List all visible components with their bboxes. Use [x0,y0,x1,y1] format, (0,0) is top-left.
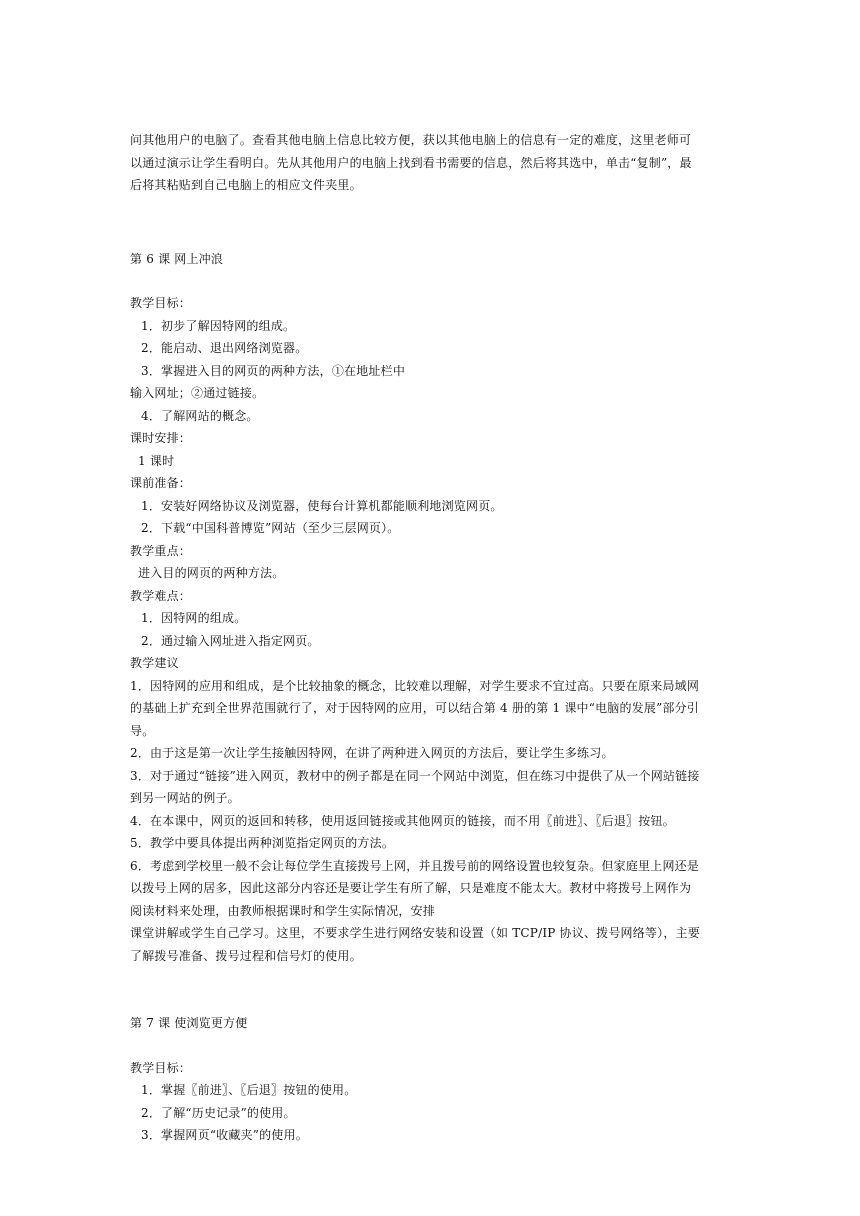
goal-item: 3．掌握进入目的网页的两种方法，①在地址栏中 [141,363,406,378]
advice-line: 的基础上扩充到全世界范围就行了，对于因特网的应用，可以结合第 4 册的第 1 课中“电脑的发展”部分引 [130,701,700,715]
advice-line: 到另一网站的例子。 [130,791,240,805]
advice-line: 导。 [130,723,155,738]
advice-line: 了解拨号准备、拨号过程和信号灯的使用。 [130,948,362,963]
key-point-label: 教学重点： [130,543,192,558]
advice-list [130,675,730,968]
advice-line: 课堂讲解或学生自己学习。这里，不要求学生进行网络安装和设置（如 TCP/IP 协议、拨号网络等），主要 [130,926,700,940]
prep-label: 课前准备： [130,476,192,490]
key-point: 进入目的网页的两种方法。 [138,566,285,580]
difficulty-item: 2．通过输入网址进入指定网页。 [141,633,320,648]
advice-line: 1．因特网的应用和组成，是个比较抽象的概念，比较难以理解，对学生要求不宜过高。只要在原来局域网 [130,678,700,693]
intro-paragraph [130,129,730,197]
goal-item: 2．了解“历史记录”的使用。 [141,1105,296,1120]
advice-line: 以拨号上网的居多，因此这部分内容还是要让学生有所了解，只是难度不能太大。教材中将拨号上网作为 [130,881,692,895]
goal-item: 2．能启动、退出网络浏览器。 [141,341,308,355]
goal-item: 4．了解网站的概念。 [141,408,259,423]
text-line: 问其他用户的电脑了。查看其他电脑上信息比较方便，获以其他电脑上的信息有一定的难度，这里老师可 [130,133,692,147]
difficulty-label: 教学难点： [130,588,192,603]
difficulty-item: 1．因特网的组成。 [141,611,247,625]
goal-item: 1．掌握〖前进〗、〖后退〗按钮的使用。 [141,1083,357,1097]
goal-item: 1．初步了解因特网的组成。 [141,318,296,333]
advice-line: 5．教学中要具体提出两种浏览指定网页的方法。 [130,836,395,850]
advice-line: 6．考虑到学校里一般不会让每位学生直接拨号上网，并且拨号前的网络设置也较复杂。但家庭里上网还是 [130,858,700,873]
advice-line: 3．对于通过“链接”进入网页，教材中的例子都是在同一个网站中浏览，但在练习中提供了从一个网站链接 [130,768,700,783]
lesson-6-title: 第 6 课 网上冲浪 [130,251,224,266]
advice-line: 4．在本课中，网页的返回和转移，使用返回链接或其他网页的链接，而不用〖前进〗、〖后退〗按钮。 [130,813,675,828]
prep-item: 2．下载“中国科普博览”网站（至少三层网页）。 [141,521,400,535]
schedule-label: 课时安排： [130,431,192,445]
goals-label: 教学目标： [130,1060,192,1075]
advice-label: 教学建议 [130,656,179,670]
prep-item: 1．安装好网络协议及浏览器，使每台计算机都能顺利地浏览网页。 [141,498,503,513]
advice-line: 阅读材料来处理，由教师根据课时和学生实际情况，安排 [130,903,436,918]
text-line: 以通过演示让学生看明白。先从其他用户的电脑上找到看书需要的信息，然后将其选中，单击“复制”，最 [130,155,692,170]
goals-label: 教学目标： [130,296,192,310]
goal-item: 3．掌握网页“收藏夹”的使用。 [141,1128,308,1142]
lesson-7-title: 第 7 课 使浏览更方便 [130,1016,248,1030]
document-body [130,129,730,1147]
schedule-value: 1 课时 [138,453,175,468]
goal-item-continued: 输入网址；②通过链接。 [130,386,265,400]
advice-line: 2．由于这是第一次让学生接触因特网，在讲了两种进入网页的方法后，要让学生多练习。 [130,746,614,760]
text-line: 后将其粘贴到自己电脑上的相应文件夹里。 [130,178,362,192]
